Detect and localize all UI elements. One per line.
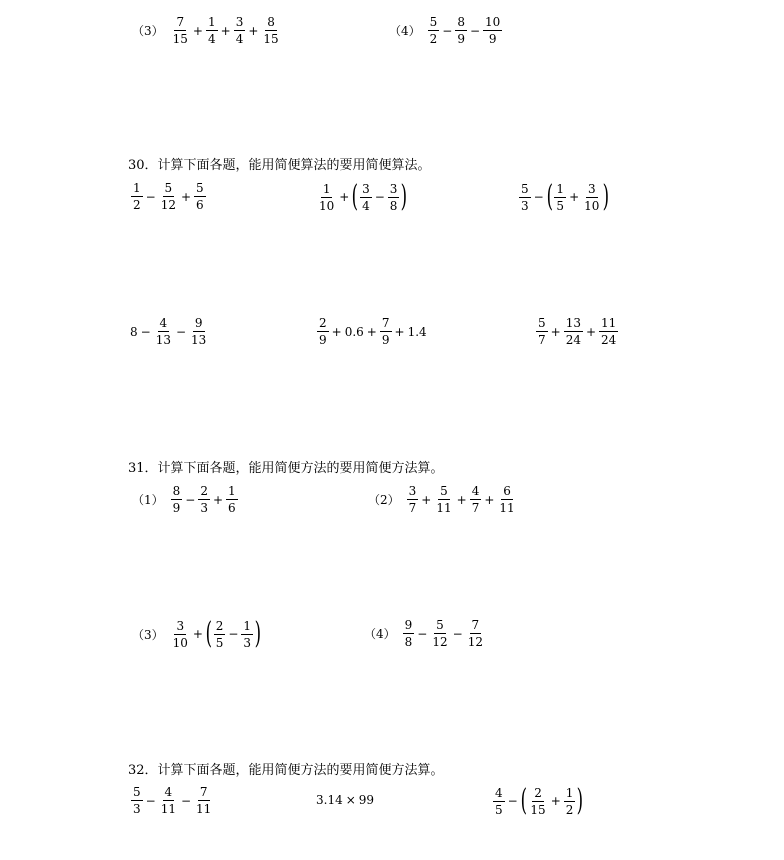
fraction [189, 317, 208, 346]
numerator: 5 [440, 484, 448, 498]
operator: + [456, 492, 467, 507]
operator: + [585, 324, 597, 339]
operator: − [180, 793, 192, 808]
fraction [519, 183, 531, 212]
numerator: 8 [457, 15, 465, 29]
fraction [403, 619, 415, 648]
problem-30-2 [316, 179, 408, 214]
fraction [599, 317, 618, 346]
denominator: 10 [319, 198, 335, 213]
number: 8 [130, 324, 138, 339]
numerator: 8 [267, 15, 275, 29]
denominator: 7 [471, 501, 480, 515]
denominator: 7 [408, 501, 417, 515]
denominator: 9 [457, 32, 465, 46]
problem-label: （2） [368, 493, 400, 507]
fraction [171, 620, 190, 649]
denominator: 6 [228, 501, 236, 515]
right-paren: ) [577, 783, 584, 818]
fraction [497, 485, 516, 514]
problem-30-5 [316, 317, 428, 346]
denominator: 11 [160, 802, 176, 816]
numerator: 2 [215, 618, 224, 633]
fraction [241, 620, 253, 649]
numerator: 3 [362, 181, 370, 196]
denominator: 12 [432, 635, 448, 649]
fraction [159, 182, 178, 211]
denominator: 2 [133, 198, 141, 212]
operator: − [145, 793, 156, 808]
problem-31-3 [132, 616, 262, 651]
numerator: 13 [565, 316, 581, 330]
numerator: 11 [601, 316, 617, 330]
number: 1.4 [407, 324, 427, 339]
left-paren: ( [546, 179, 553, 214]
numerator: 10 [485, 15, 501, 29]
operator: + [212, 492, 224, 507]
problem-31-1 [132, 485, 239, 514]
denominator: 4 [235, 32, 244, 46]
fraction [493, 787, 505, 816]
fraction [564, 787, 576, 816]
denominator: 6 [196, 198, 204, 212]
denominator: 5 [215, 635, 224, 650]
denominator: 11 [499, 501, 515, 515]
denominator: 5 [495, 802, 503, 817]
numerator: 9 [404, 618, 413, 632]
operator: + [550, 794, 561, 808]
numerator: 3 [235, 15, 244, 29]
denominator: 5 [556, 198, 565, 213]
numerator: 7 [471, 618, 480, 632]
denominator: 15 [530, 802, 546, 817]
denominator: 12 [467, 635, 483, 649]
fraction [206, 16, 218, 45]
numerator: 1 [207, 15, 216, 29]
fraction [159, 786, 178, 815]
numerator: 4 [164, 785, 173, 799]
operator: − [374, 190, 385, 204]
numerator: 5 [436, 618, 444, 632]
denominator: 3 [243, 635, 252, 650]
fraction [317, 317, 329, 346]
numerator: 3 [408, 484, 417, 498]
fraction [171, 16, 190, 45]
operator: + [550, 324, 561, 339]
numerator: 5 [164, 181, 173, 195]
fraction [470, 485, 482, 514]
denominator: 13 [191, 333, 207, 347]
fraction [154, 317, 173, 346]
operator: − [469, 23, 481, 38]
numerator: 4 [471, 484, 480, 498]
numerator: 3 [176, 618, 185, 633]
fraction [483, 16, 502, 45]
operator: − [442, 23, 453, 38]
operator: + [180, 189, 192, 204]
operator: + [331, 324, 342, 339]
denominator: 15 [172, 32, 188, 46]
fraction [261, 16, 280, 45]
fraction [131, 182, 143, 211]
operator: + [192, 23, 203, 38]
denominator: 2 [565, 802, 574, 817]
numerator: 5 [521, 181, 529, 196]
denominator: 3 [133, 802, 141, 816]
operator: − [228, 627, 239, 641]
denominator: 11 [436, 501, 452, 515]
right-paren: ) [603, 179, 610, 214]
numerator: 6 [503, 484, 511, 498]
question-31-heading: 31．计算下面各题，能用简便方法的要用简便方法算。 [128, 461, 444, 476]
numerator: 7 [199, 785, 208, 799]
numerator: 2 [534, 785, 542, 800]
fraction [564, 317, 583, 346]
denominator: 15 [263, 32, 279, 46]
fraction [171, 485, 183, 514]
numerator: 2 [200, 484, 208, 498]
denominator: 9 [319, 333, 327, 347]
problem-32-3 [492, 783, 584, 818]
number: 3.14 [316, 793, 343, 807]
operator: + [366, 324, 377, 339]
numerator: 4 [159, 316, 168, 330]
denominator: 10 [584, 198, 600, 213]
numerator: 7 [381, 316, 390, 330]
problem-32-2 [315, 793, 375, 807]
fraction [234, 16, 246, 45]
denominator: 13 [155, 333, 171, 347]
fraction [455, 16, 467, 45]
operator: − [145, 189, 156, 204]
denominator: 9 [488, 32, 497, 46]
operator: − [417, 626, 428, 641]
numerator: 1 [322, 181, 331, 196]
numerator: 1 [133, 181, 141, 195]
denominator: 3 [521, 198, 529, 213]
denominator: 4 [362, 198, 370, 213]
fraction [214, 620, 226, 649]
denominator: 9 [381, 333, 390, 347]
fraction [131, 786, 143, 815]
denominator: 8 [404, 635, 413, 649]
problem-label: （3） [132, 24, 164, 38]
denominator: 3 [200, 501, 208, 515]
problem-label: （4） [389, 24, 421, 38]
denominator: 24 [601, 333, 617, 347]
denominator: 12 [160, 198, 176, 212]
problem-label: （4） [364, 627, 396, 641]
numerator: 2 [319, 316, 327, 330]
fraction [380, 317, 392, 346]
fraction [528, 787, 547, 816]
operator: − [175, 324, 187, 339]
denominator: 4 [207, 32, 216, 46]
numerator: 1 [565, 785, 574, 800]
numerator: 9 [194, 316, 203, 330]
operator: − [452, 626, 463, 641]
problem-30-1 [130, 182, 207, 211]
operator: + [421, 492, 432, 507]
operator: − [140, 324, 151, 339]
fraction [434, 485, 453, 514]
problem-30-3 [518, 179, 610, 214]
fraction [194, 786, 213, 815]
problem-30-4 [129, 317, 209, 346]
numerator: 7 [176, 15, 185, 29]
operator: + [220, 23, 231, 38]
fraction [582, 183, 601, 212]
operator: + [484, 492, 495, 507]
left-paren: ( [205, 616, 213, 651]
fraction [317, 183, 336, 212]
problem-label: （1） [132, 493, 164, 507]
question-30-heading: 30．计算下面各题，能用简便算法的要用简便算法。 [128, 158, 431, 173]
left-paren: ( [520, 783, 527, 818]
fraction [430, 619, 449, 648]
numerator: 3 [587, 181, 596, 196]
right-paren: ) [254, 616, 262, 651]
question-32-heading: 32．计算下面各题，能用简便方法的要用简便方法算。 [128, 763, 444, 778]
problem-label: （3） [132, 627, 164, 642]
denominator: 11 [196, 802, 212, 816]
numerator: 5 [538, 316, 546, 330]
fraction [407, 485, 419, 514]
denominator: 10 [172, 635, 188, 650]
number: 99 [358, 793, 375, 807]
fraction [536, 317, 548, 346]
problem-32-1 [130, 786, 214, 815]
fraction [194, 182, 206, 211]
numerator: 5 [429, 15, 438, 29]
problem-30-6 [535, 317, 619, 346]
fraction [226, 485, 238, 514]
denominator: 24 [565, 333, 581, 347]
fraction [554, 183, 566, 212]
fraction [360, 183, 372, 212]
operator: + [248, 23, 259, 38]
denominator: 8 [389, 198, 398, 213]
problem-31-2 [368, 485, 518, 514]
numerator: 1 [556, 181, 565, 196]
operator: − [185, 492, 196, 507]
fraction [198, 485, 210, 514]
operator: + [192, 627, 203, 641]
numerator: 1 [243, 618, 252, 633]
fraction [466, 619, 485, 648]
operator: + [339, 190, 350, 204]
denominator: 7 [538, 333, 546, 347]
fraction [388, 183, 400, 212]
operator: − [533, 190, 544, 204]
denominator: 9 [172, 501, 181, 515]
operator: + [569, 190, 580, 204]
numerator: 3 [389, 181, 398, 196]
numerator: 1 [228, 484, 236, 498]
problem-prev-4 [389, 16, 503, 45]
numerator: 5 [196, 181, 204, 195]
numerator: 4 [495, 785, 503, 800]
problem-prev-3 [132, 16, 282, 45]
operator: + [394, 324, 405, 339]
operator: − [507, 794, 518, 808]
numerator: 5 [133, 785, 141, 799]
right-paren: ) [401, 179, 408, 214]
left-paren: ( [351, 179, 359, 214]
operator: × [345, 793, 356, 807]
problem-31-4 [364, 619, 486, 648]
number: 0.6 [344, 324, 364, 339]
denominator: 2 [429, 32, 438, 46]
fraction [428, 16, 440, 45]
numerator: 8 [172, 484, 181, 498]
